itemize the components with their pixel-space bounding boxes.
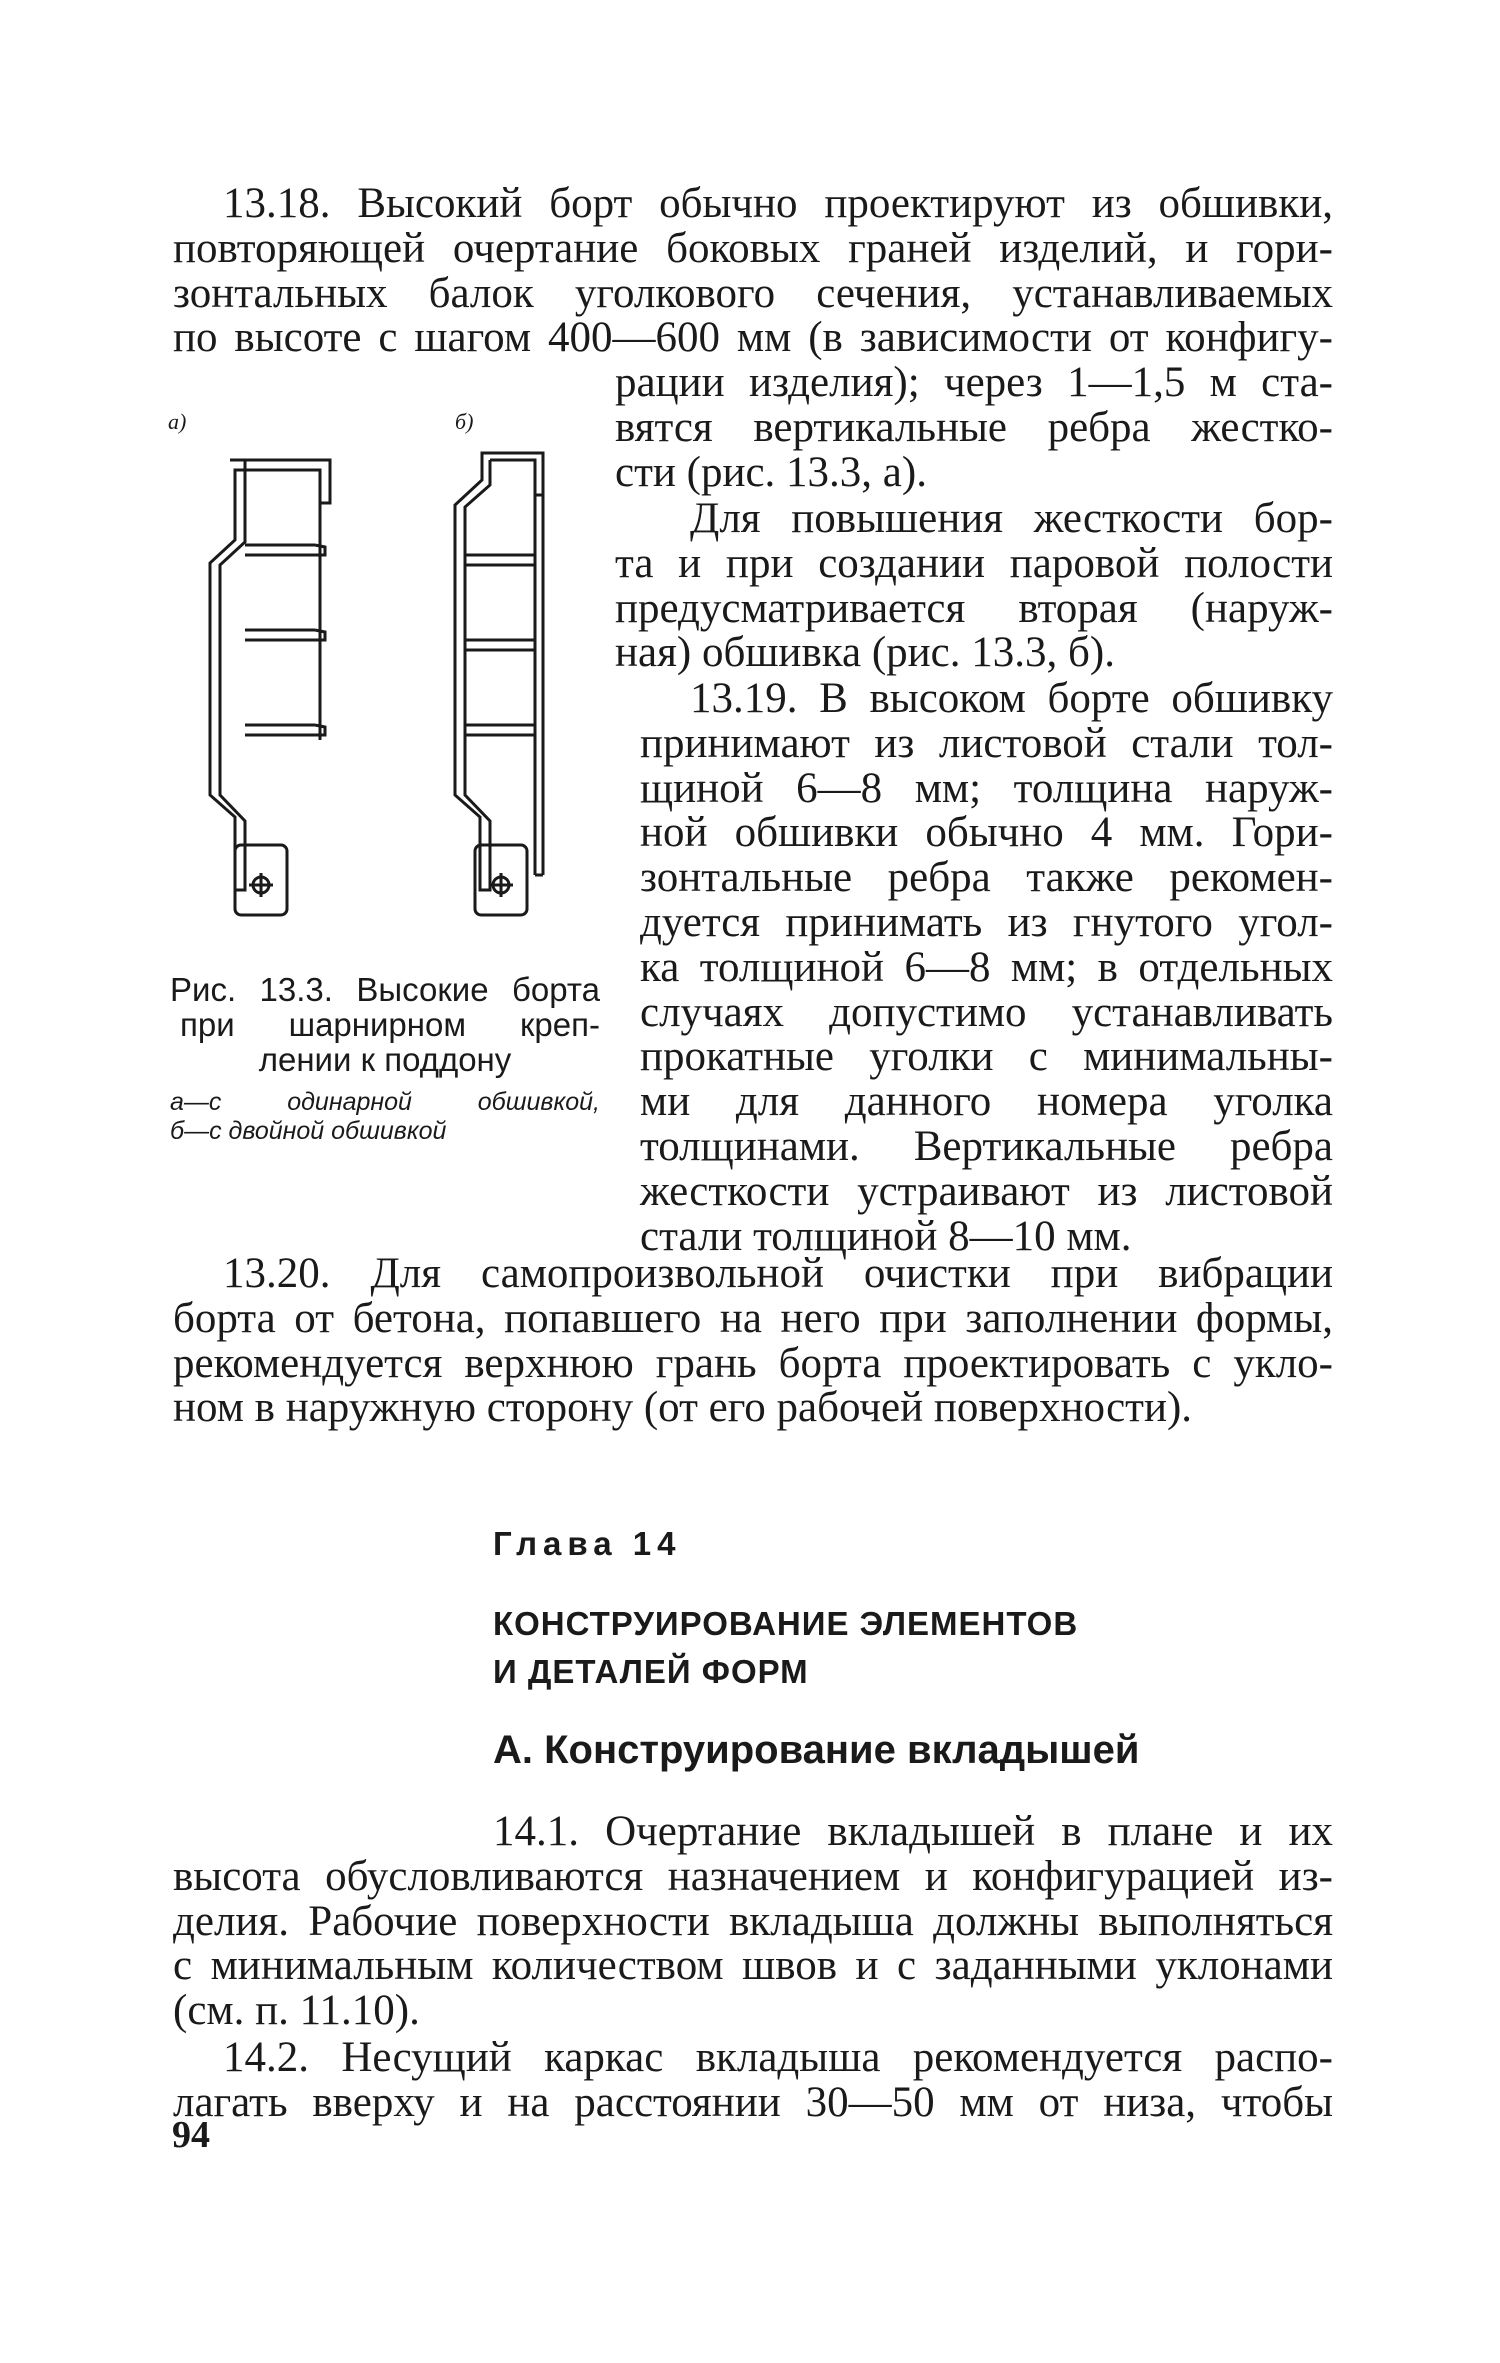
- text-line: рации изделия); через 1—1,5 м ста-: [615, 359, 1333, 406]
- text-line: жесткости устраивают из листовой: [640, 1167, 1333, 1215]
- text-line: ная) обшивка (рис. 13.3, б).: [615, 629, 1115, 677]
- section-heading: А. Конструирование вкладышей: [493, 1728, 1140, 1772]
- text-line: зонтальные ребра также рекомен-: [640, 854, 1333, 902]
- text-line: та и при создании паровой полости: [615, 539, 1333, 587]
- page-number: 94: [172, 2114, 210, 2156]
- text-line: зонтальных балок уголкового сечения, устанавливаемых: [173, 269, 1333, 317]
- text-line: ном в наружную сторону (от его рабочей поверхности).: [173, 1384, 1193, 1432]
- text-line: случаях допустимо устанавливать: [640, 988, 1333, 1036]
- text-line: Для повышения жесткости бор-: [690, 495, 1333, 542]
- caption-line: Рис. 13.3. Высокие борта: [170, 971, 600, 1008]
- figure-label-a: а): [168, 409, 187, 434]
- text-line: рекомендуется верхнюю грань борта проектировать с укло-: [173, 1339, 1333, 1387]
- text-line: высота обусловливаются назначением и конфигурацией из-: [173, 1852, 1333, 1900]
- chapter-title-line: И ДЕТАЛЕЙ ФОРМ: [493, 1653, 809, 1690]
- paragraph-13-18-continued: [615, 361, 1333, 495]
- figure-legend: [170, 1088, 600, 1146]
- chapter-title-line: КОНСТРУИРОВАНИЕ ЭЛЕМЕНТОВ: [493, 1605, 1079, 1642]
- figure-caption: [170, 972, 600, 1077]
- text-line: сти (рис. 13.3, а).: [615, 448, 927, 496]
- text-line: предусматривается вторая (наруж-: [615, 584, 1333, 632]
- side-drawing-single: [210, 460, 330, 915]
- text-line: 14.1. Очертание вкладышей в плане и их: [493, 1808, 1333, 1855]
- chapter-label: Глава 14: [493, 1525, 682, 1562]
- caption-line: лении к поддону: [258, 1041, 512, 1078]
- paragraph-13-18: [173, 182, 1333, 361]
- text-line: прокатные уголки с минимальны-: [640, 1033, 1333, 1081]
- caption-line: при шарнирном креп-: [180, 1006, 600, 1043]
- side-drawing-double: [455, 453, 543, 915]
- text-line: 14.2. Несущий каркас вкладыша рекомендуется распо-: [223, 2034, 1333, 2081]
- chapter-title: [493, 1600, 1078, 1696]
- text-line: 13.20. Для самопроизвольной очистки при вибрации: [223, 1250, 1333, 1297]
- paragraph-stiffness: [615, 497, 1333, 676]
- text-line: повторяющей очертание боковых граней изделий, и гори-: [173, 224, 1333, 272]
- text-line: щиной 6—8 мм; толщина наруж-: [640, 764, 1333, 812]
- figure-13-3: [150, 405, 615, 960]
- paragraph-13-19: [640, 677, 1333, 1259]
- paragraph-14-2: [173, 2036, 1333, 2126]
- text-line: ной обшивки обычно 4 мм. Гори-: [640, 809, 1333, 857]
- text-line: дуется принимать из гнутого угол-: [640, 898, 1333, 946]
- text-line: толщинами. Вертикальные ребра: [640, 1122, 1333, 1170]
- text-line: лагать вверху и на расстоянии 30—50 мм от низа, чтобы: [173, 2078, 1333, 2126]
- text-line: ми для данного номера уголка: [640, 1078, 1333, 1126]
- legend-line: б—с двойной обшивкой: [170, 1117, 447, 1145]
- text-line: вятся вертикальные ребра жестко-: [615, 403, 1333, 451]
- text-line: 13.18. Высокий борт обычно проектируют из обшивки,: [223, 180, 1333, 227]
- text-line: 13.19. В высоком борте обшивку: [690, 675, 1333, 722]
- text-line: с минимальным количеством швов и с заданными уклонами: [173, 1942, 1333, 1990]
- figure-label-b: б): [455, 409, 474, 434]
- paragraph-14-1: [173, 1810, 1333, 2034]
- paragraph-13-20: [173, 1252, 1333, 1431]
- text-line: стали толщиной 8—10 мм.: [640, 1212, 1132, 1260]
- text-line: принимают из листовой стали тол-: [640, 719, 1333, 767]
- text-line: делия. Рабочие поверхности вкладыша должны выполняться: [173, 1897, 1333, 1945]
- legend-line: а—с одинарной обшивкой,: [170, 1088, 600, 1116]
- text-line: (см. п. 11.10).: [173, 1987, 420, 2035]
- text-line: борта от бетона, попавшего на него при заполнении формы,: [173, 1294, 1333, 1342]
- text-line: по высоте с шагом 400—600 мм (в зависимости от конфигу-: [173, 314, 1333, 362]
- text-line: ка толщиной 6—8 мм; в отдельных: [640, 943, 1333, 991]
